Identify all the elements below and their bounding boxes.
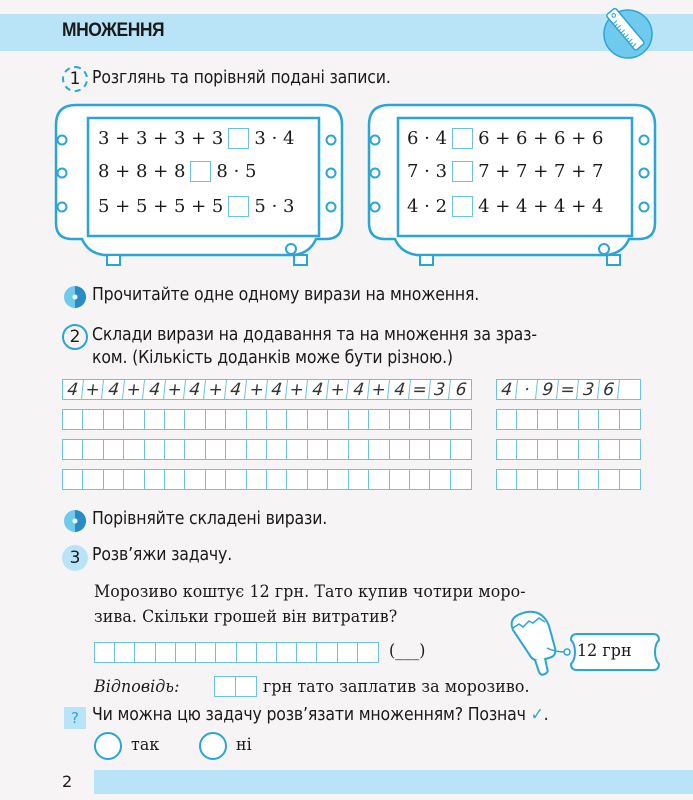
grid-cell[interactable] — [497, 410, 517, 429]
units-blank[interactable]: (___) — [389, 641, 426, 661]
grid-cell[interactable] — [579, 410, 599, 429]
grid-cell[interactable] — [83, 470, 103, 489]
grid-cell[interactable] — [620, 440, 640, 459]
grid-cell[interactable] — [538, 410, 558, 429]
answer-label: Відповідь: — [94, 677, 180, 697]
problem-line1: Морозиво коштує 12 грн. Тато купив чотири моро- — [94, 582, 526, 602]
pair-note-read: Прочитайте одне одному вирази на множення. — [92, 285, 480, 305]
grid-cell[interactable] — [328, 470, 348, 489]
grid-cell[interactable] — [390, 470, 410, 489]
grid-cell[interactable] — [517, 470, 537, 489]
footer-band — [94, 770, 693, 794]
example-row — [62, 379, 472, 400]
grid-cell[interactable] — [517, 440, 537, 459]
grid-cell[interactable] — [451, 470, 471, 489]
grid-cell: 4 — [389, 380, 411, 399]
grid-cell: 9 — [537, 380, 559, 399]
grid-cell[interactable] — [236, 677, 256, 696]
grid-cell[interactable] — [308, 470, 328, 489]
grid-cell[interactable] — [104, 440, 124, 459]
grid-cell[interactable] — [369, 470, 389, 489]
grid-cell[interactable] — [267, 470, 287, 489]
grid-cell: + — [123, 380, 145, 399]
grid-cell: 4 — [266, 380, 288, 399]
grid-cell[interactable] — [599, 470, 619, 489]
pair-work-icon — [63, 285, 87, 309]
comparison-row — [98, 128, 294, 149]
grid-cell[interactable] — [145, 440, 165, 459]
grid-cell[interactable] — [267, 410, 287, 429]
grid-cell[interactable] — [430, 410, 450, 429]
grid-cell: + — [82, 380, 104, 399]
grid-cell[interactable] — [226, 410, 246, 429]
grid-cell[interactable] — [124, 410, 144, 429]
grid-cell[interactable] — [349, 410, 369, 429]
expression-left: 8 + 8 + 8 — [98, 161, 186, 182]
grid-cell[interactable] — [215, 677, 236, 696]
answer-suffix: грн тато заплатив за морозиво. — [263, 677, 530, 697]
grid-cell[interactable] — [369, 440, 389, 459]
grid-cell[interactable] — [104, 470, 124, 489]
grid-cell[interactable] — [579, 440, 599, 459]
grid-cell[interactable] — [185, 410, 205, 429]
grid-cell[interactable] — [185, 470, 205, 489]
grid-cell: 6 — [598, 380, 620, 399]
answer-grid — [214, 676, 257, 697]
grid-cell[interactable] — [410, 410, 430, 429]
grid-cell[interactable] — [206, 470, 226, 489]
grid-cell[interactable] — [156, 643, 176, 662]
task-1-instruction: Розглянь та порівняй подані записи. — [92, 68, 391, 88]
grid-cell[interactable] — [83, 440, 103, 459]
grid-cell[interactable] — [599, 440, 619, 459]
price-tag: 12 грн — [577, 641, 632, 661]
task-1-badge — [62, 66, 88, 92]
grid-cell[interactable] — [558, 440, 578, 459]
question-text — [92, 705, 548, 725]
option-no-label: ні — [236, 735, 252, 755]
grid-cell — [619, 380, 641, 399]
grid-cell[interactable] — [226, 470, 246, 489]
grid-cell[interactable] — [317, 643, 337, 662]
grid-cell: = — [409, 380, 431, 399]
grid-cell[interactable] — [599, 410, 619, 429]
expression-right: 5 · 3 — [254, 196, 295, 217]
solution-row[interactable] — [94, 642, 379, 663]
option-no-radio[interactable] — [199, 732, 227, 760]
question-period: . — [543, 705, 549, 725]
grid-cell[interactable] — [390, 440, 410, 459]
grid-cell[interactable] — [558, 410, 578, 429]
expression-right: 4 + 4 + 4 + 4 — [478, 196, 604, 217]
expression-left: 3 + 3 + 3 + 3 — [98, 128, 224, 149]
grid-cell[interactable] — [63, 440, 83, 459]
addition-grid — [62, 379, 472, 490]
grid-cell[interactable] — [358, 643, 378, 662]
ruler-icon — [598, 4, 654, 60]
comparison-box[interactable] — [452, 161, 473, 182]
grid-cell: + — [286, 380, 308, 399]
grid-cell: 4 — [144, 380, 166, 399]
left-comparison-board — [54, 103, 344, 273]
grid-cell: + — [164, 380, 186, 399]
grid-cell: 4 — [62, 380, 84, 399]
grid-cell: 6 — [454, 379, 468, 400]
grid-cell[interactable] — [308, 440, 328, 459]
expression-right: 7 + 7 + 7 + 7 — [478, 161, 604, 182]
expression-right: 3 · 4 — [254, 128, 295, 149]
grid-cell[interactable] — [165, 440, 185, 459]
grid-cell: 4 — [184, 380, 206, 399]
grid-cell[interactable] — [277, 643, 297, 662]
grid-cell[interactable] — [247, 410, 267, 429]
answer-row[interactable] — [496, 439, 641, 460]
task-1-number: 1 — [69, 69, 81, 89]
grid-cell[interactable] — [369, 410, 389, 429]
answer-row[interactable] — [62, 409, 472, 430]
grid-cell[interactable] — [328, 440, 348, 459]
comparison-box[interactable] — [452, 196, 473, 217]
pair-note-compare: Порівняйте складені вирази. — [92, 509, 328, 529]
grid-cell: 4 — [348, 380, 370, 399]
grid-cell[interactable] — [410, 440, 430, 459]
right-comparison-board — [367, 103, 657, 273]
task-3-number: 3 — [69, 548, 81, 568]
task-3-badge — [62, 545, 88, 571]
example-row — [496, 379, 641, 400]
answer-row[interactable] — [496, 409, 641, 430]
grid-cell[interactable] — [497, 440, 517, 459]
grid-cell[interactable] — [196, 643, 216, 662]
grid-cell[interactable] — [165, 470, 185, 489]
grid-cell[interactable] — [185, 440, 205, 459]
grid-cell[interactable] — [287, 470, 307, 489]
comparison-row — [98, 196, 294, 217]
expression-left: 4 · 2 — [407, 196, 448, 217]
grid-cell[interactable] — [247, 470, 267, 489]
grid-cell: 4 — [225, 380, 247, 399]
problem-line2: зива. Скільки грошей він витратив? — [94, 607, 398, 627]
grid-cell: + — [327, 380, 349, 399]
comparison-box[interactable] — [452, 128, 473, 149]
answer-row[interactable] — [496, 469, 641, 490]
grid-cell[interactable] — [430, 440, 450, 459]
option-yes-radio[interactable] — [94, 732, 122, 760]
comparison-box[interactable] — [190, 161, 211, 182]
grid-cell[interactable] — [237, 643, 257, 662]
grid-cell: 3 — [578, 380, 600, 399]
grid-cell[interactable] — [206, 410, 226, 429]
grid-cell[interactable] — [226, 440, 246, 459]
grid-cell[interactable] — [538, 470, 558, 489]
grid-cell[interactable] — [216, 643, 236, 662]
task-2-instruction-line1: Склади вирази на додавання та на множення за зраз- — [92, 325, 537, 345]
grid-cell[interactable] — [176, 643, 196, 662]
answer-input[interactable] — [214, 676, 257, 697]
grid-cell[interactable] — [538, 440, 558, 459]
multiplication-grid — [496, 379, 641, 490]
check-mark-icon: ✓ — [530, 705, 544, 725]
grid-cell[interactable] — [257, 643, 277, 662]
grid-cell[interactable] — [579, 470, 599, 489]
question-label: Чи можна цю задачу розв’язати множенням? Познач — [92, 705, 526, 725]
comparison-row — [407, 196, 603, 217]
grid-cell: + — [368, 380, 390, 399]
grid-cell[interactable] — [349, 470, 369, 489]
grid-cell[interactable] — [247, 440, 267, 459]
grid-cell: 3 — [429, 380, 451, 399]
comparison-row — [407, 128, 603, 149]
grid-cell[interactable] — [451, 410, 471, 429]
grid-cell[interactable] — [206, 440, 226, 459]
answer-row[interactable] — [62, 439, 472, 460]
expression-left: 5 + 5 + 5 + 5 — [98, 196, 224, 217]
expression-right: 8 · 5 — [216, 161, 257, 182]
grid-cell[interactable] — [338, 643, 358, 662]
grid-cell[interactable] — [124, 440, 144, 459]
grid-cell[interactable] — [124, 470, 144, 489]
grid-cell[interactable] — [83, 410, 103, 429]
question-mark: ? — [71, 709, 79, 727]
grid-cell: · — [516, 380, 538, 399]
option-yes-label: так — [131, 735, 160, 755]
grid-cell[interactable] — [451, 440, 471, 459]
grid-cell[interactable] — [95, 643, 115, 662]
grid-cell: + — [205, 380, 227, 399]
expression-left: 6 · 4 — [407, 128, 448, 149]
grid-cell[interactable] — [390, 410, 410, 429]
grid-cell[interactable] — [620, 470, 640, 489]
page-title: МНОЖЕННЯ — [62, 20, 165, 41]
grid-cell[interactable] — [145, 470, 165, 489]
grid-cell[interactable] — [620, 410, 640, 429]
solution-grid — [94, 642, 379, 663]
grid-cell: = — [557, 380, 579, 399]
grid-cell[interactable] — [287, 410, 307, 429]
pair-work-icon — [63, 509, 87, 533]
task-2-badge — [62, 324, 88, 350]
grid-cell[interactable] — [287, 440, 307, 459]
grid-cell: + — [246, 380, 268, 399]
task-2-instruction-line2: ком. (Кількість доданків може бути різною.) — [92, 348, 453, 368]
grid-cell[interactable] — [349, 440, 369, 459]
comparison-row — [98, 161, 257, 182]
grid-cell[interactable] — [145, 410, 165, 429]
comparison-box[interactable] — [228, 128, 249, 149]
comparison-row — [407, 161, 603, 182]
grid-cell[interactable] — [135, 643, 155, 662]
grid-cell[interactable] — [63, 410, 83, 429]
expression-left: 7 · 3 — [407, 161, 448, 182]
question-badge — [64, 707, 86, 729]
grid-cell[interactable] — [63, 470, 83, 489]
answer-row[interactable] — [62, 469, 472, 490]
grid-cell[interactable] — [308, 410, 328, 429]
grid-cell: 4 — [103, 380, 125, 399]
grid-cell[interactable] — [430, 470, 450, 489]
comparison-box[interactable] — [228, 196, 249, 217]
expression-right: 6 + 6 + 6 + 6 — [478, 128, 604, 149]
grid-cell[interactable] — [104, 410, 124, 429]
task-2-number: 2 — [69, 327, 81, 347]
grid-cell[interactable] — [267, 440, 287, 459]
grid-cell[interactable] — [410, 470, 430, 489]
grid-cell: 4 — [496, 380, 518, 399]
grid-cell[interactable] — [165, 410, 185, 429]
grid-cell[interactable] — [115, 643, 135, 662]
grid-cell[interactable] — [497, 470, 517, 489]
grid-cell[interactable] — [328, 410, 348, 429]
page-number: 2 — [62, 772, 73, 791]
grid-cell: 4 — [307, 380, 329, 399]
grid-cell[interactable] — [297, 643, 317, 662]
task-3-instruction: Розв’яжи задачу. — [92, 545, 233, 565]
grid-cell[interactable] — [517, 410, 537, 429]
grid-cell[interactable] — [558, 470, 578, 489]
